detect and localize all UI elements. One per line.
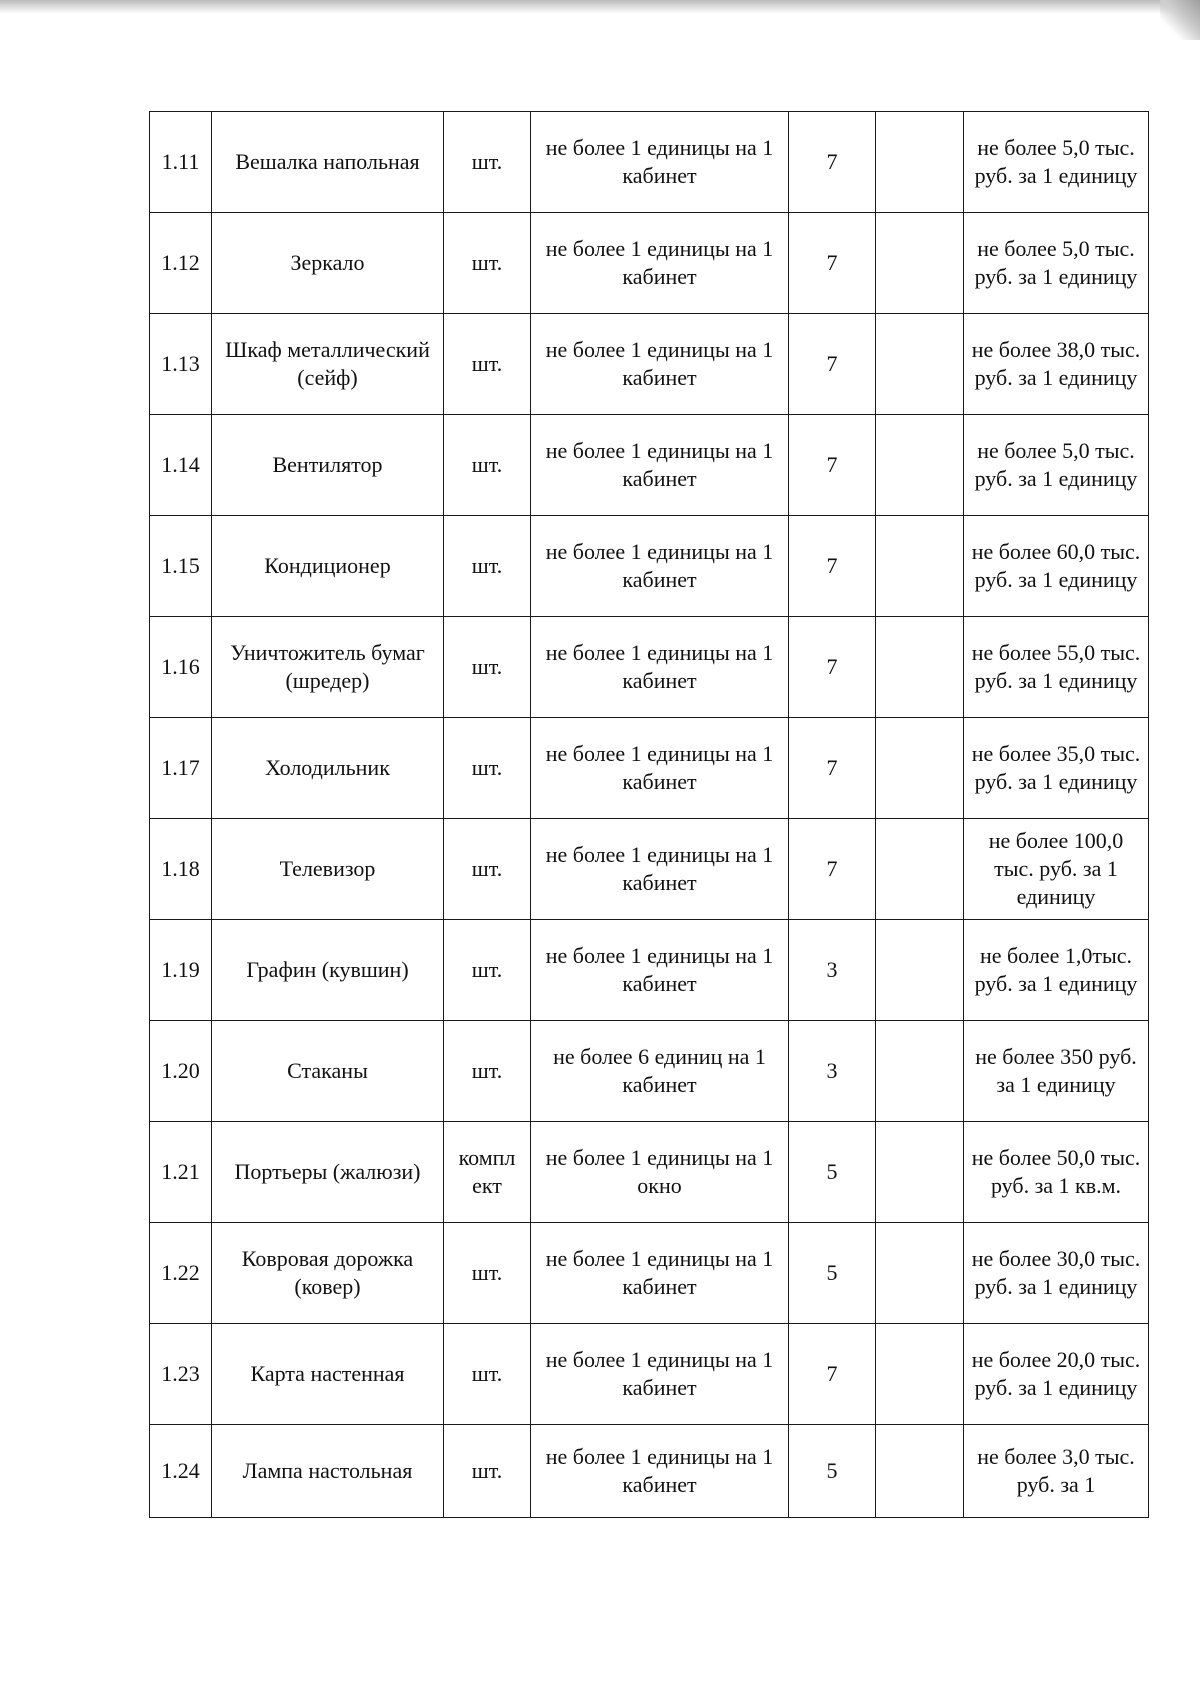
service-life: 7 — [789, 819, 876, 920]
empty-cell — [876, 920, 964, 1021]
unit-of-measure: шт. — [444, 1425, 531, 1518]
item-name: Зеркало — [212, 213, 444, 314]
row-number: 1.24 — [150, 1425, 212, 1518]
table-row — [150, 516, 1149, 617]
item-name: Уничтожитель бумаг (шредер) — [212, 617, 444, 718]
empty-cell — [876, 819, 964, 920]
price-limit: не более 350 руб. за 1 единицу — [964, 1021, 1149, 1122]
service-life: 7 — [789, 112, 876, 213]
service-life: 3 — [789, 920, 876, 1021]
row-number: 1.13 — [150, 314, 212, 415]
item-name: Ковровая дорожка (ковер) — [212, 1223, 444, 1324]
quantity-norm: не более 1 единицы на 1 кабинет — [531, 718, 789, 819]
unit-of-measure: шт. — [444, 415, 531, 516]
service-life: 5 — [789, 1122, 876, 1223]
price-limit: не более 35,0 тыс. руб. за 1 единицу — [964, 718, 1149, 819]
row-number: 1.22 — [150, 1223, 212, 1324]
service-life: 5 — [789, 1425, 876, 1518]
item-name: Шкаф металлический (сейф) — [212, 314, 444, 415]
price-limit: не более 55,0 тыс. руб. за 1 единицу — [964, 617, 1149, 718]
quantity-norm: не более 1 единицы на 1 кабинет — [531, 920, 789, 1021]
service-life: 5 — [789, 1223, 876, 1324]
item-name: Лампа настольная — [212, 1425, 444, 1518]
table-row — [150, 1122, 1149, 1223]
empty-cell — [876, 1324, 964, 1425]
unit-of-measure: компл ект — [444, 1122, 531, 1223]
item-name: Холодильник — [212, 718, 444, 819]
quantity-norm: не более 1 единицы на 1 кабинет — [531, 617, 789, 718]
table-row — [150, 314, 1149, 415]
service-life: 7 — [789, 415, 876, 516]
scan-top-edge — [0, 0, 1200, 14]
item-name: Карта настенная — [212, 1324, 444, 1425]
item-name: Стаканы — [212, 1021, 444, 1122]
row-number: 1.23 — [150, 1324, 212, 1425]
table-row — [150, 415, 1149, 516]
quantity-norm: не более 1 единицы на 1 окно — [531, 1122, 789, 1223]
price-limit: не более 100,0 тыс. руб. за 1 единицу — [964, 819, 1149, 920]
unit-of-measure: шт. — [444, 112, 531, 213]
quantity-norm: не более 1 единицы на 1 кабинет — [531, 314, 789, 415]
price-limit: не более 5,0 тыс. руб. за 1 единицу — [964, 112, 1149, 213]
quantity-norm: не более 1 единицы на 1 кабинет — [531, 516, 789, 617]
price-limit: не более 1,0тыс. руб. за 1 единицу — [964, 920, 1149, 1021]
row-number: 1.20 — [150, 1021, 212, 1122]
table-row — [150, 1223, 1149, 1324]
row-number: 1.11 — [150, 112, 212, 213]
table-row — [150, 1021, 1149, 1122]
table-row — [150, 819, 1149, 920]
row-number: 1.21 — [150, 1122, 212, 1223]
unit-of-measure: шт. — [444, 920, 531, 1021]
service-life: 7 — [789, 213, 876, 314]
price-limit: не более 38,0 тыс. руб. за 1 единицу — [964, 314, 1149, 415]
empty-cell — [876, 617, 964, 718]
empty-cell — [876, 314, 964, 415]
furniture-norms-table — [149, 111, 1149, 1518]
table-row — [150, 112, 1149, 213]
table-row — [150, 718, 1149, 819]
price-limit: не более 20,0 тыс. руб. за 1 единицу — [964, 1324, 1149, 1425]
unit-of-measure: шт. — [444, 213, 531, 314]
empty-cell — [876, 415, 964, 516]
empty-cell — [876, 1223, 964, 1324]
quantity-norm: не более 6 единиц на 1 кабинет — [531, 1021, 789, 1122]
service-life: 7 — [789, 1324, 876, 1425]
quantity-norm: не более 1 единицы на 1 кабинет — [531, 1324, 789, 1425]
unit-of-measure: шт. — [444, 617, 531, 718]
row-number: 1.12 — [150, 213, 212, 314]
unit-of-measure: шт. — [444, 314, 531, 415]
empty-cell — [876, 1122, 964, 1223]
row-number: 1.19 — [150, 920, 212, 1021]
item-name: Вешалка напольная — [212, 112, 444, 213]
unit-of-measure: шт. — [444, 718, 531, 819]
empty-cell — [876, 516, 964, 617]
quantity-norm: не более 1 единицы на 1 кабинет — [531, 1425, 789, 1518]
quantity-norm: не более 1 единицы на 1 кабинет — [531, 112, 789, 213]
row-number: 1.17 — [150, 718, 212, 819]
unit-of-measure: шт. — [444, 819, 531, 920]
table-row — [150, 1324, 1149, 1425]
row-number: 1.18 — [150, 819, 212, 920]
empty-cell — [876, 1425, 964, 1518]
table-row — [150, 213, 1149, 314]
table-row — [150, 1425, 1149, 1518]
service-life: 3 — [789, 1021, 876, 1122]
item-name: Вентилятор — [212, 415, 444, 516]
item-name: Кондиционер — [212, 516, 444, 617]
empty-cell — [876, 718, 964, 819]
unit-of-measure: шт. — [444, 1021, 531, 1122]
unit-of-measure: шт. — [444, 1223, 531, 1324]
service-life: 7 — [789, 617, 876, 718]
empty-cell — [876, 213, 964, 314]
service-life: 7 — [789, 516, 876, 617]
empty-cell — [876, 112, 964, 213]
row-number: 1.15 — [150, 516, 212, 617]
price-limit: не более 60,0 тыс. руб. за 1 единицу — [964, 516, 1149, 617]
service-life: 7 — [789, 718, 876, 819]
row-number: 1.14 — [150, 415, 212, 516]
price-limit: не более 50,0 тыс. руб. за 1 кв.м. — [964, 1122, 1149, 1223]
empty-cell — [876, 1021, 964, 1122]
item-name: Портьеры (жалюзи) — [212, 1122, 444, 1223]
table-row — [150, 617, 1149, 718]
table-row — [150, 920, 1149, 1021]
item-name: Телевизор — [212, 819, 444, 920]
row-number: 1.16 — [150, 617, 212, 718]
price-limit: не более 5,0 тыс. руб. за 1 единицу — [964, 213, 1149, 314]
price-limit: не более 3,0 тыс. руб. за 1 — [964, 1425, 1149, 1518]
quantity-norm: не более 1 единицы на 1 кабинет — [531, 213, 789, 314]
quantity-norm: не более 1 единицы на 1 кабинет — [531, 819, 789, 920]
price-limit: не более 5,0 тыс. руб. за 1 единицу — [964, 415, 1149, 516]
unit-of-measure: шт. — [444, 1324, 531, 1425]
item-name: Графин (кувшин) — [212, 920, 444, 1021]
quantity-norm: не более 1 единицы на 1 кабинет — [531, 1223, 789, 1324]
unit-of-measure: шт. — [444, 516, 531, 617]
service-life: 7 — [789, 314, 876, 415]
scan-corner-shadow — [1160, 0, 1200, 40]
quantity-norm: не более 1 единицы на 1 кабинет — [531, 415, 789, 516]
price-limit: не более 30,0 тыс. руб. за 1 единицу — [964, 1223, 1149, 1324]
